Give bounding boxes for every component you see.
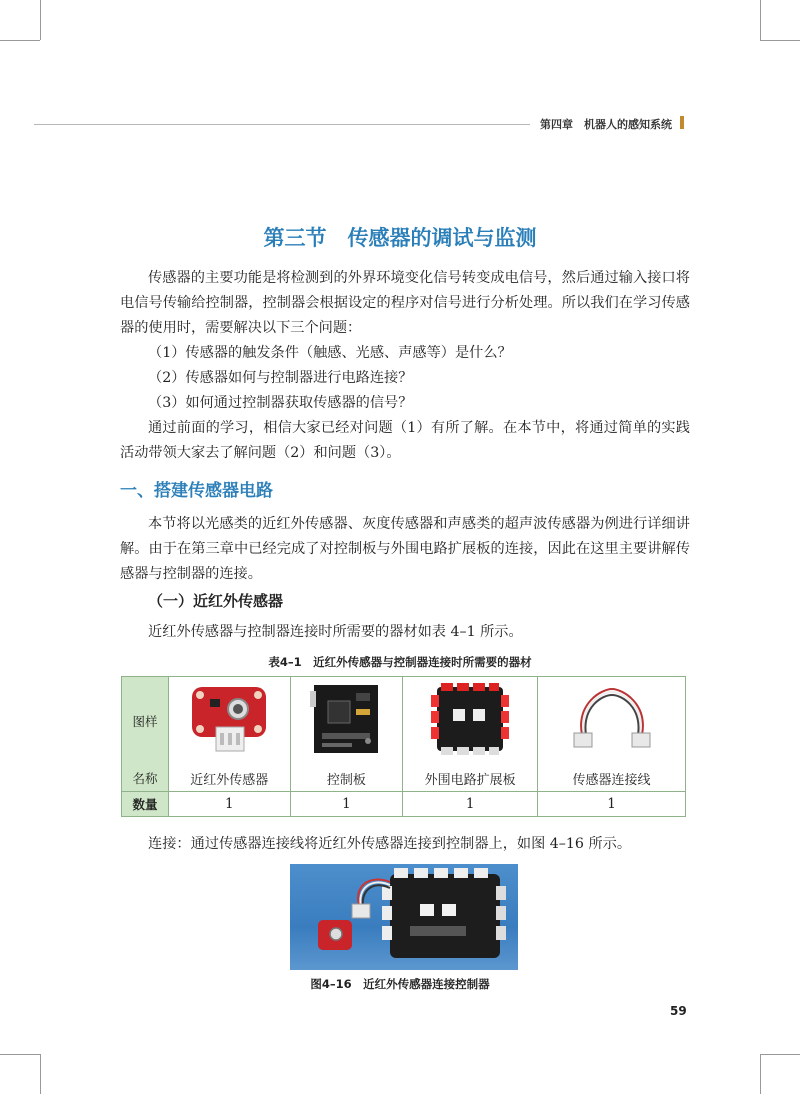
row-label-name: 名称 (122, 765, 169, 792)
question-2: （2）传感器如何与控制器进行电路连接？ (148, 370, 413, 386)
heading-nir-sensor: （一）近红外传感器 (148, 592, 284, 610)
equipment-table (121, 676, 686, 817)
item-image-control-board (290, 677, 403, 766)
intro-paragraph: 传感器的主要功能是将检测到的外界环境变化信号转变成电信号，然后通过输入接口将电信号传输给控制器，控制器会根据设定的程序对信号进行分析处理。所以我们在学习传感器的使用时，需要解决以下三个问题： (120, 270, 690, 336)
body-paragraph: 近红外传感器与控制器连接时所需要的器材如表 4–1 所示。 (148, 624, 523, 640)
connection-paragraph: 连接：通过传感器连接线将近红外传感器连接到控制器上，如图 4–16 所示。 (148, 836, 632, 852)
crop-mark (760, 1054, 761, 1094)
crop-mark (760, 40, 800, 41)
figure-photo (290, 864, 518, 970)
crop-mark (760, 0, 761, 40)
chapter-header: 第四章 机器人的感知系统 (540, 118, 672, 131)
item-name: 外围电路扩展板 (403, 765, 538, 792)
crop-mark (760, 1054, 800, 1055)
item-name: 控制板 (290, 765, 403, 792)
item-quantity: 1 (403, 792, 538, 817)
table-caption: 表4–1 近红外传感器与控制器连接时所需要的器材 (268, 655, 532, 669)
body-paragraph: 本节将以光感类的近红外传感器、灰度传感器和声感类的超声波传感器为例进行详细讲解。由于在第三章中已经完成了对控制板与外围电路扩展板的连接，因此在这里主要讲解传感器与控制器的连接。 (120, 516, 690, 582)
crop-mark (40, 0, 41, 40)
crop-mark (40, 1054, 41, 1094)
question-1: （1）传感器的触发条件（触感、光感、声感等）是什么？ (148, 345, 512, 361)
item-name: 传感器连接线 (538, 765, 686, 792)
question-3: （3）如何通过控制器获取传感器的信号？ (148, 395, 413, 411)
item-image-nir-sensor (169, 677, 291, 766)
section-title: 第三节 传感器的调试与监测 (263, 226, 537, 250)
item-quantity: 1 (290, 792, 403, 817)
heading-build-circuit: 一、搭建传感器电路 (120, 481, 273, 501)
intro-paragraph-2: 通过前面的学习，相信大家已经对问题（1）有所了解。在本节中，将通过简单的实践活动带领大家去了解问题（2）和问题（3）。 (120, 420, 690, 461)
crop-mark (0, 40, 40, 41)
item-quantity: 1 (538, 792, 686, 817)
item-image-connector-cable (538, 677, 686, 766)
figure-caption: 图4–16 近红外传感器连接控制器 (310, 977, 490, 991)
header-accent-bar (680, 116, 684, 129)
crop-mark (0, 1054, 40, 1055)
row-label-quantity: 数量 (122, 792, 169, 817)
header-rule (34, 124, 530, 125)
page-number: 59 (670, 1004, 687, 1018)
item-quantity: 1 (169, 792, 291, 817)
item-image-expansion-board (403, 677, 538, 766)
row-label-image: 图样 (122, 677, 169, 766)
item-name: 近红外传感器 (169, 765, 291, 792)
